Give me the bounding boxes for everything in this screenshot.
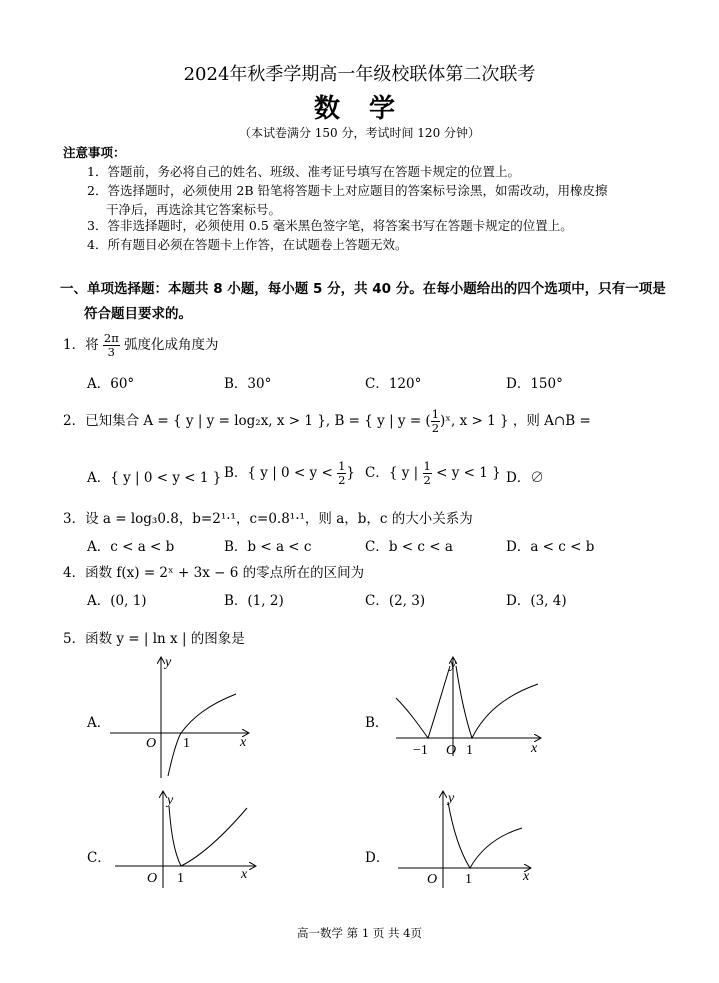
one-label: 1 <box>183 736 190 751</box>
q5-option-c-label: C． <box>87 850 111 866</box>
q5-option-b-label: B． <box>365 715 389 731</box>
q2-set-a: A = { y | y = log₂x, x > 1 } <box>143 413 326 430</box>
q5-graph-b <box>390 652 550 762</box>
q2-option-b: B．{ y | 0 < y < $\frac{1}{2}$ } <box>224 459 355 488</box>
notice-item-2: 2．答选择题时，必须使用 2B 铅笔将答题卡上对应题目的答案标号涂黑，如需改动，用橡皮擦 <box>87 183 608 198</box>
section-heading-line1: 一、单项选择题：本题共 8 小题，每小题 5 分，共 40 分。在每小题给出的四个选项中，只有一项是 <box>60 281 666 297</box>
q5-graph-d <box>390 786 550 896</box>
q1-option-c: C．120° <box>365 376 422 392</box>
section-heading-line2: 符合题目要求的。 <box>84 306 192 322</box>
notice-item-2-cont: 干净后，再选涂其它答案标号。 <box>106 202 282 217</box>
y-label: y <box>450 657 457 672</box>
q2-option-c: C．{ y | $\frac{1}{2}$ < y < 1 } <box>365 459 501 488</box>
q1-fraction: $\frac{2\pi}{3}$ <box>103 331 119 360</box>
curve <box>168 694 236 776</box>
one-label: 1 <box>465 872 472 887</box>
q2-set-b-prefix: , B = { y | y = ( <box>325 413 431 430</box>
notice-item-1: 1．答题前，务必将自己的姓名、班级、准考证号填写在答题卡规定的位置上。 <box>87 164 520 179</box>
q3-option-c: C．b < c < a <box>365 539 453 555</box>
notice-heading: 注意事项： <box>63 145 126 160</box>
exam-info: （本试卷满分 150 分，考试时间 120 分钟） <box>238 126 481 140</box>
q3-option-a: A．c < a < b <box>87 539 175 555</box>
x-label: x <box>240 735 247 750</box>
left-curve <box>396 666 450 738</box>
subject-title: 数 学 <box>313 94 406 124</box>
neg-one-label: −1 <box>413 743 428 758</box>
one-label: 1 <box>177 871 184 886</box>
q2-option-d: D．∅ <box>506 470 544 486</box>
q4-option-c: C．(2, 3) <box>365 593 426 609</box>
q2-number: 2．已知集合 <box>63 413 140 430</box>
origin-label: O <box>147 871 158 886</box>
q1-option-d: D．150° <box>506 376 563 392</box>
x-label: x <box>241 867 248 882</box>
q2-tail: ，则 A∩B = <box>512 413 591 430</box>
q1-option-b: B．30° <box>224 376 272 392</box>
q2-set-b-suffix: )ˣ, x > 1 } <box>440 413 509 430</box>
question-4: 4．函数 f(x) = 2ˣ + 3x − 6 的零点所在的区间为 <box>63 565 365 581</box>
q4-option-a: A．(0, 1) <box>87 593 147 609</box>
x-label: x <box>531 741 538 756</box>
page-footer: 高一数学 第 1 页 共 4页 <box>297 926 422 940</box>
q4-option-d: D．(3, 4) <box>506 593 567 609</box>
origin-label: O <box>146 736 157 751</box>
q1-number: 1．将 <box>63 337 99 354</box>
q3-option-b: B．b < a < c <box>224 539 312 555</box>
x-label: x <box>523 869 530 884</box>
q5-graph-c <box>105 786 265 896</box>
q1-text: 弧度化成角度为 <box>124 337 219 354</box>
y-label: y <box>448 791 455 806</box>
question-2 <box>63 408 591 435</box>
notice-item-4: 4．所有题目必须在答题卡上作答，在试题卷上答题无效。 <box>87 237 408 252</box>
right-curve <box>456 666 538 738</box>
question-1 <box>63 332 219 359</box>
y-label: y <box>167 793 174 808</box>
q2-option-a: A．{ y | 0 < y < 1 } <box>87 470 222 486</box>
q1-option-a: A．60° <box>87 376 135 392</box>
y-label: y <box>165 655 172 670</box>
origin-label: O <box>446 743 457 758</box>
exam-title: 2024年秋季学期高一年级校联体第二次联考 <box>183 64 536 85</box>
q4-option-b: B．(1, 2) <box>224 593 284 609</box>
q2-fraction: $\frac{1}{2}$ <box>431 407 440 436</box>
curve <box>448 802 522 868</box>
question-5: 5．函数 y = | ln x | 的图象是 <box>63 631 245 647</box>
q5-option-a-label: A． <box>87 715 111 731</box>
q5-option-d-label: D． <box>365 850 390 866</box>
q5-graph-a <box>100 650 260 780</box>
curve <box>169 806 247 866</box>
one-label: 1 <box>466 743 473 758</box>
notice-item-3: 3．答非选择题时，必须使用 0.5 毫米黑色签字笔，将答案书写在答题卡规定的位置上。 <box>87 218 573 233</box>
origin-label: O <box>427 872 438 887</box>
q3-option-d: D．a < c < b <box>506 539 595 555</box>
question-3: 3．设 a = log₃0.8，b=2¹·¹，c=0.8¹·¹，则 a，b，c 的大小关系为 <box>63 511 473 527</box>
